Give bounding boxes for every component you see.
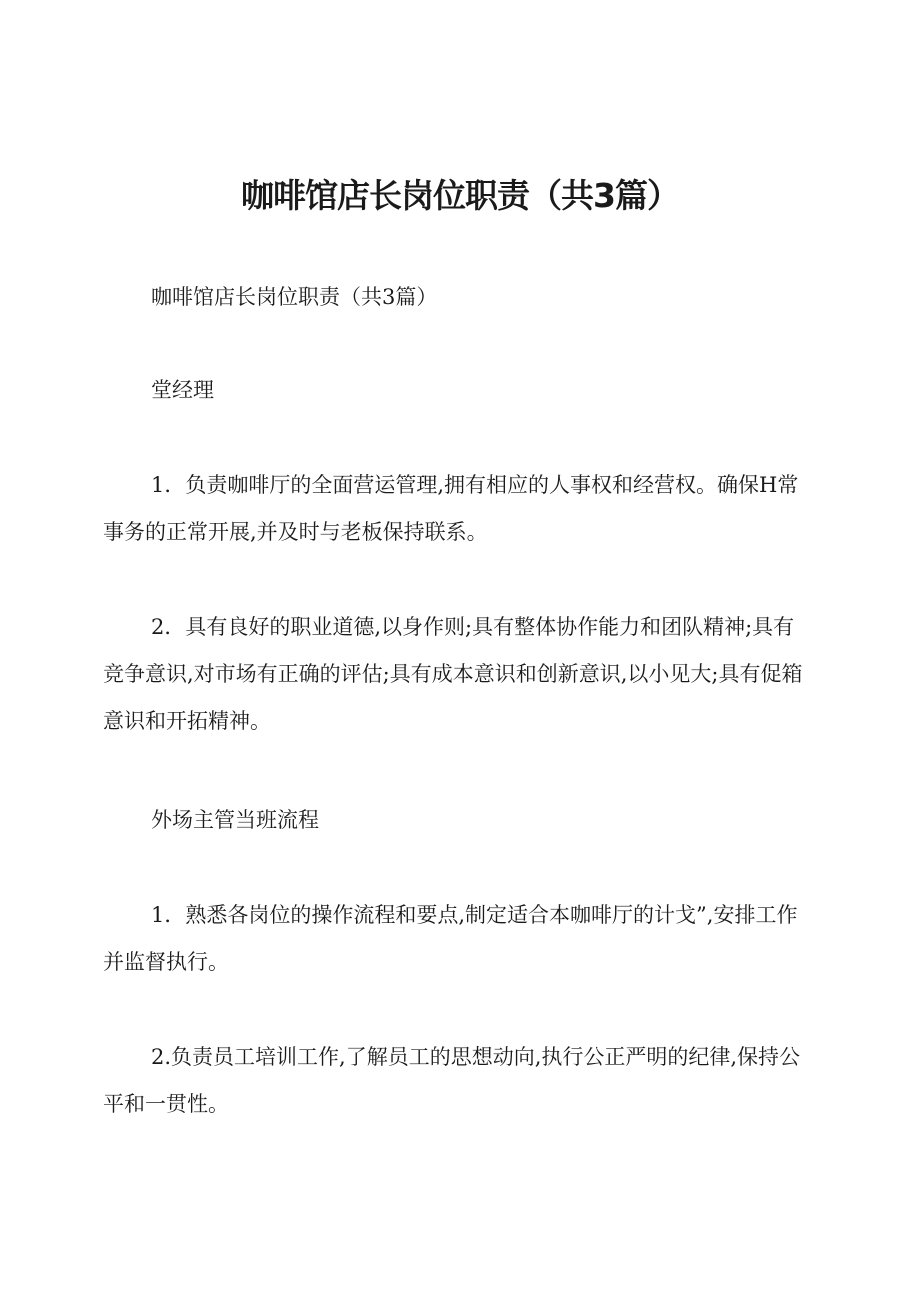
paragraph-floor-item-2: 2.负责员工培训工作,了解员工的思想动向,执行公正严明的纪律,保持公平和一贯性。 xyxy=(103,1045,801,1116)
paragraph-lobby-item-2: 2．具有良好的职业道德,以身作则;具有整体协作能力和团队精神;具有竞争意识,对市场有正确的评估;具有成本意识和创新意识,以小见大;具有促箱意识和开拓精神。 xyxy=(103,615,803,733)
document-title: 咖啡馆店长岗位职责（共3篇） xyxy=(241,176,679,215)
section-heading-floor-supervisor: 外场主管当班流程 xyxy=(151,808,319,832)
section-heading-lobby-manager: 堂经理 xyxy=(151,378,214,402)
paragraph-floor-item-1: 1．熟悉各岗位的操作流程和要点,制定适合本咖啡厅的计戈”,安排工作并监督执行。 xyxy=(103,903,798,974)
paragraph-lobby-item-1: 1．负责咖啡厅的全面营运管理,拥有相应的人事权和经营权。确保H常事务的正常开展,并及时与老板保持联系。 xyxy=(103,473,799,544)
document-subtitle: 咖啡馆店长岗位职责（共3篇） xyxy=(151,285,438,309)
